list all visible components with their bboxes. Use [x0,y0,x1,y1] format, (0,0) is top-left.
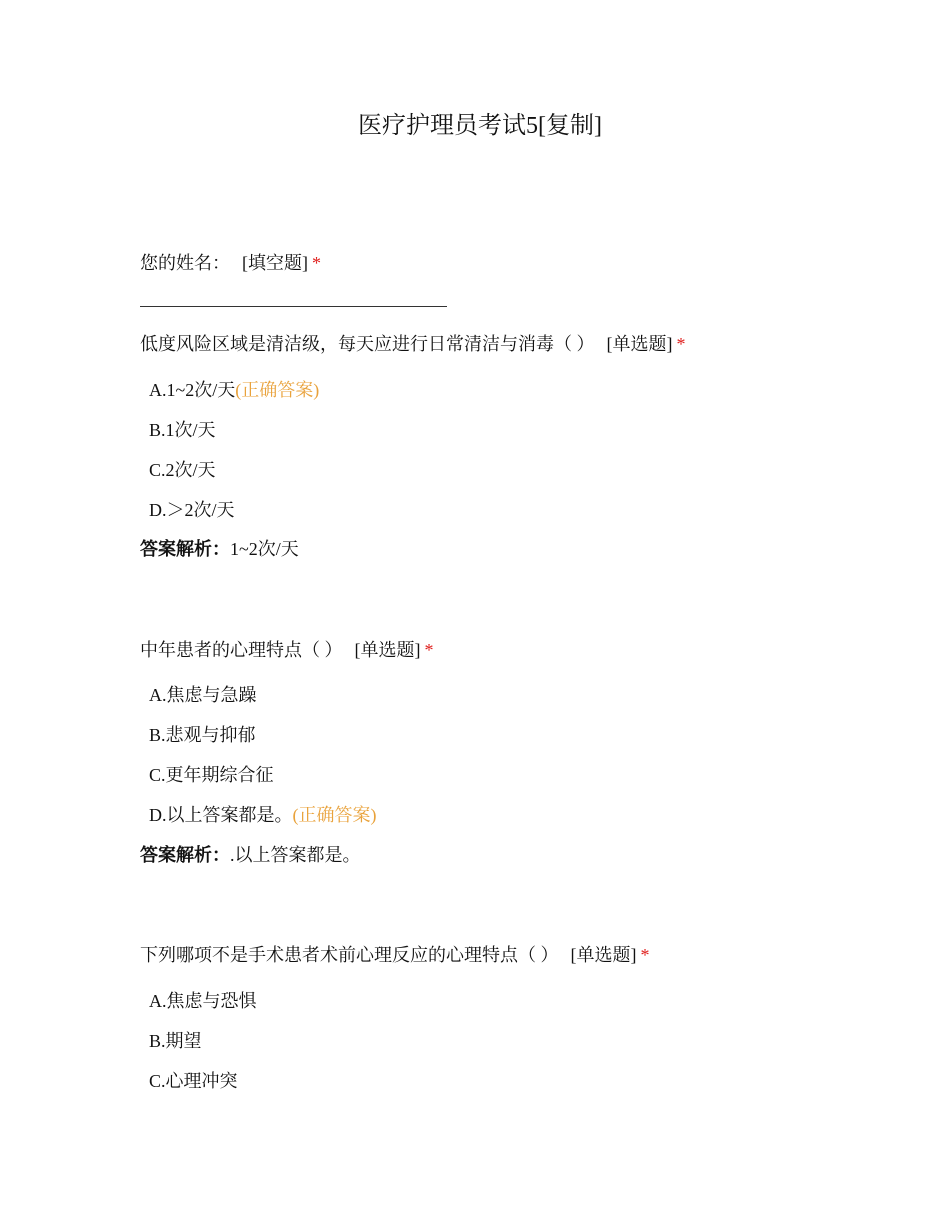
analysis-label: 答案解析： [140,539,230,559]
page-title: 医疗护理员考试5[复制] [358,113,602,139]
q2-option-c[interactable] [149,457,216,483]
required-mark: * [676,334,686,354]
analysis-label: 答案解析： [140,845,230,865]
question-3-text: 中年患者的心理特点（ ） [140,640,343,660]
name-fill-blank[interactable] [140,306,447,307]
question-1-text: 您的姓名： [140,253,230,273]
q3-option-d[interactable] [149,802,377,828]
q3-analysis [140,842,361,868]
question-2-text: 低度风险区域是清洁级，每天应进行日常清洁与消毒（ ） [140,334,595,354]
option-label: C.心理冲突 [149,1071,238,1091]
required-mark: * [312,253,321,273]
correct-answer-tag: (正确答案) [292,805,377,825]
required-mark: * [424,640,434,660]
q3-option-b[interactable] [149,722,256,748]
option-label: D.＞2次/天 [149,500,235,520]
option-label: C.2次/天 [149,460,216,480]
analysis-text: .以上答案都是。 [230,845,361,865]
option-label: A.焦虑与急躁 [149,685,257,705]
option-label: B.悲观与抑郁 [149,725,256,745]
q2-option-a[interactable] [149,377,319,403]
question-4-type: [单选题] [570,945,637,965]
question-2-type: [单选题] [606,334,673,354]
q4-option-c[interactable] [149,1068,238,1094]
question-4-text: 下列哪项不是手术患者术前心理反应的心理特点（ ） [140,945,559,965]
option-label: A.1~2次/天 [149,380,236,400]
option-label: B.期望 [149,1031,202,1051]
q3-option-a[interactable] [149,682,257,708]
question-3-type: [单选题] [354,640,421,660]
q2-option-b[interactable] [149,417,216,443]
question-1-type: [填空题] [242,253,308,273]
question-4-title [140,942,650,968]
correct-answer-tag: (正确答案) [235,380,320,400]
q4-option-b[interactable] [149,1028,202,1054]
q2-analysis [140,536,299,562]
option-label: D.以上答案都是。 [149,805,293,825]
option-label: B.1次/天 [149,420,216,440]
question-1-title [140,250,321,276]
q2-option-d[interactable] [149,497,235,523]
analysis-text: 1~2次/天 [230,539,299,559]
option-label: C.更年期综合征 [149,765,274,785]
question-2-title [140,331,686,357]
q4-option-a[interactable] [149,988,257,1014]
question-3-title [140,637,434,663]
required-mark: * [640,945,650,965]
q3-option-c[interactable] [149,762,274,788]
option-label: A.焦虑与恐惧 [149,991,257,1011]
